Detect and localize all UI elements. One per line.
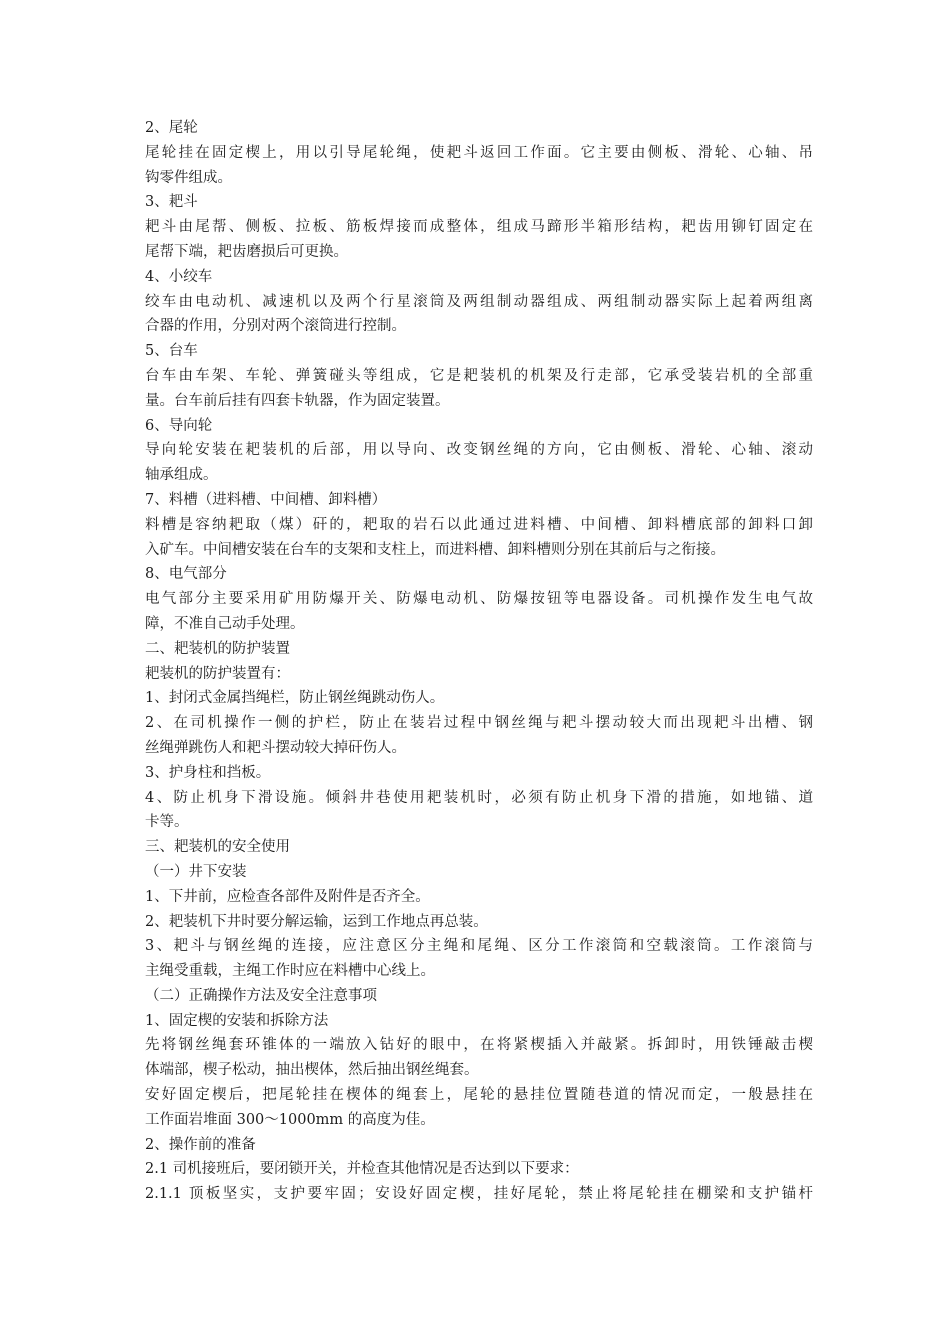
paragraph-line: 电气部分主要采用矿用防爆开关、防爆电动机、防爆按钮等电器设备。司机操作发生电气故 [145, 591, 813, 608]
paragraph-line: 丝绳弹跳伤人和耙斗摆动较大掉矸伤人。 [145, 739, 406, 756]
paragraph-line: 耙斗由尾帮、侧板、拉板、筋板焊接而成整体，组成马蹄形半箱形结构，耙齿用铆钉固定在 [145, 219, 813, 236]
section-heading-electrical: 8、电气部分 [145, 566, 227, 583]
paragraph-line: 导向轮安装在耙装机的后部，用以导向、改变钢丝绳的方向，它由侧板、滑轮、心轴、滚动 [145, 442, 813, 459]
list-item: 1、下井前，应检查各部件及附件是否齐全。 [145, 888, 430, 905]
section-heading-small-winch: 4、小绞车 [145, 268, 213, 285]
paragraph-line: 轴承组成。 [145, 467, 218, 484]
section-heading-rake-bucket: 3、耙斗 [145, 194, 198, 211]
paragraph-line: 入矿车。中间槽安装在台车的支架和支柱上，而进料槽、卸料槽则分别在其前后与之衔接。 [145, 541, 725, 558]
section-heading-tail-wheel: 2、尾轮 [145, 120, 198, 136]
paragraph-line: 障，不准自己动手处理。 [145, 615, 305, 632]
subsection-heading-operation: （二）正确操作方法及安全注意事项 [145, 987, 377, 1004]
paragraph-line: 台车由车架、车轮、弹簧碰头等组成，它是耙装机的机架及行走部，它承受装岩机的全部重 [145, 367, 813, 384]
list-item: 2、耙装机下井时要分解运输，运到工作地点再总装。 [145, 913, 488, 930]
paragraph-line: 合器的作用，分别对两个滚筒进行控制。 [145, 318, 406, 335]
paragraph-line: 量。台车前后挂有四套卡轨器，作为固定装置。 [145, 392, 450, 409]
list-item: 4、防止机身下滑设施。倾斜井巷使用耙装机时，必须有防止机身下滑的措施，如地锚、道 [145, 789, 813, 806]
list-item: 2、操作前的准备 [145, 1136, 256, 1153]
list-item: 2.1 司机接班后，要闭锁开关，并检查其他情况是否达到以下要求： [145, 1161, 579, 1178]
paragraph-line: 先将钢丝绳套环锥体的一端放入钻好的眼中，在将紧楔插入并敲紧。拆卸时，用铁锤敲击楔 [145, 1037, 813, 1054]
section-heading-trolley: 5、台车 [145, 343, 198, 360]
paragraph-line: 耙装机的防护装置有： [145, 665, 290, 682]
list-item: 1、固定楔的安装和拆除方法 [145, 1012, 329, 1029]
paragraph-line: 主绳受重载，主绳工作时应在料槽中心线上。 [145, 963, 435, 980]
paragraph-line: 钩零件组成。 [145, 169, 232, 186]
list-item: 2、在司机操作一侧的护栏，防止在装岩过程中钢丝绳与耙斗摆动较大而出现耙斗出槽、钢 [145, 715, 813, 732]
document-page [145, 116, 813, 1207]
subsection-heading-installation: （一）井下安装 [145, 863, 247, 880]
chapter-heading-protection: 二、耙装机的防护装置 [145, 640, 290, 657]
paragraph-line: 工作面岩堆面 300～1000mm 的高度为佳。 [145, 1111, 435, 1128]
list-item: 3、耙斗与钢丝绳的连接，应注意区分主绳和尾绳、区分工作滚筒和空载滚筒。工作滚筒与 [145, 938, 813, 955]
paragraph-line: 料槽是容纳耙取（煤）矸的，耙取的岩石以此通过进料槽、中间槽、卸料槽底部的卸料口卸 [145, 516, 813, 533]
section-heading-chute: 7、料槽（进料槽、中间槽、卸料槽） [145, 491, 387, 508]
list-item: 2.1.1 顶板坚实，支护要牢固；安设好固定楔，挂好尾轮，禁止将尾轮挂在棚梁和支护锚杆 [145, 1186, 813, 1203]
section-heading-guide-wheel: 6、导向轮 [145, 417, 213, 434]
chapter-heading-safe-use: 三、耙装机的安全使用 [145, 839, 290, 856]
list-item: 1、封闭式金属挡绳栏，防止钢丝绳跳动伤人。 [145, 690, 445, 707]
paragraph-line: 尾帮下端，耙齿磨损后可更换。 [145, 243, 348, 260]
paragraph-line: 尾轮挂在固定楔上，用以引导尾轮绳，使耙斗返回工作面。它主要由侧板、滑轮、心轴、吊 [145, 144, 813, 161]
list-item: 3、护身柱和挡板。 [145, 764, 271, 781]
paragraph-line: 安好固定楔后，把尾轮挂在楔体的绳套上，尾轮的悬挂位置随巷道的情况而定，一般悬挂在 [145, 1087, 813, 1104]
paragraph-line: 体端部，楔子松动，抽出楔体，然后抽出钢丝绳套。 [145, 1062, 479, 1079]
paragraph-line: 卡等。 [145, 814, 189, 831]
paragraph-line: 绞车由电动机、减速机以及两个行星滚筒及两组制动器组成、两组制动器实际上起着两组离 [145, 293, 813, 310]
